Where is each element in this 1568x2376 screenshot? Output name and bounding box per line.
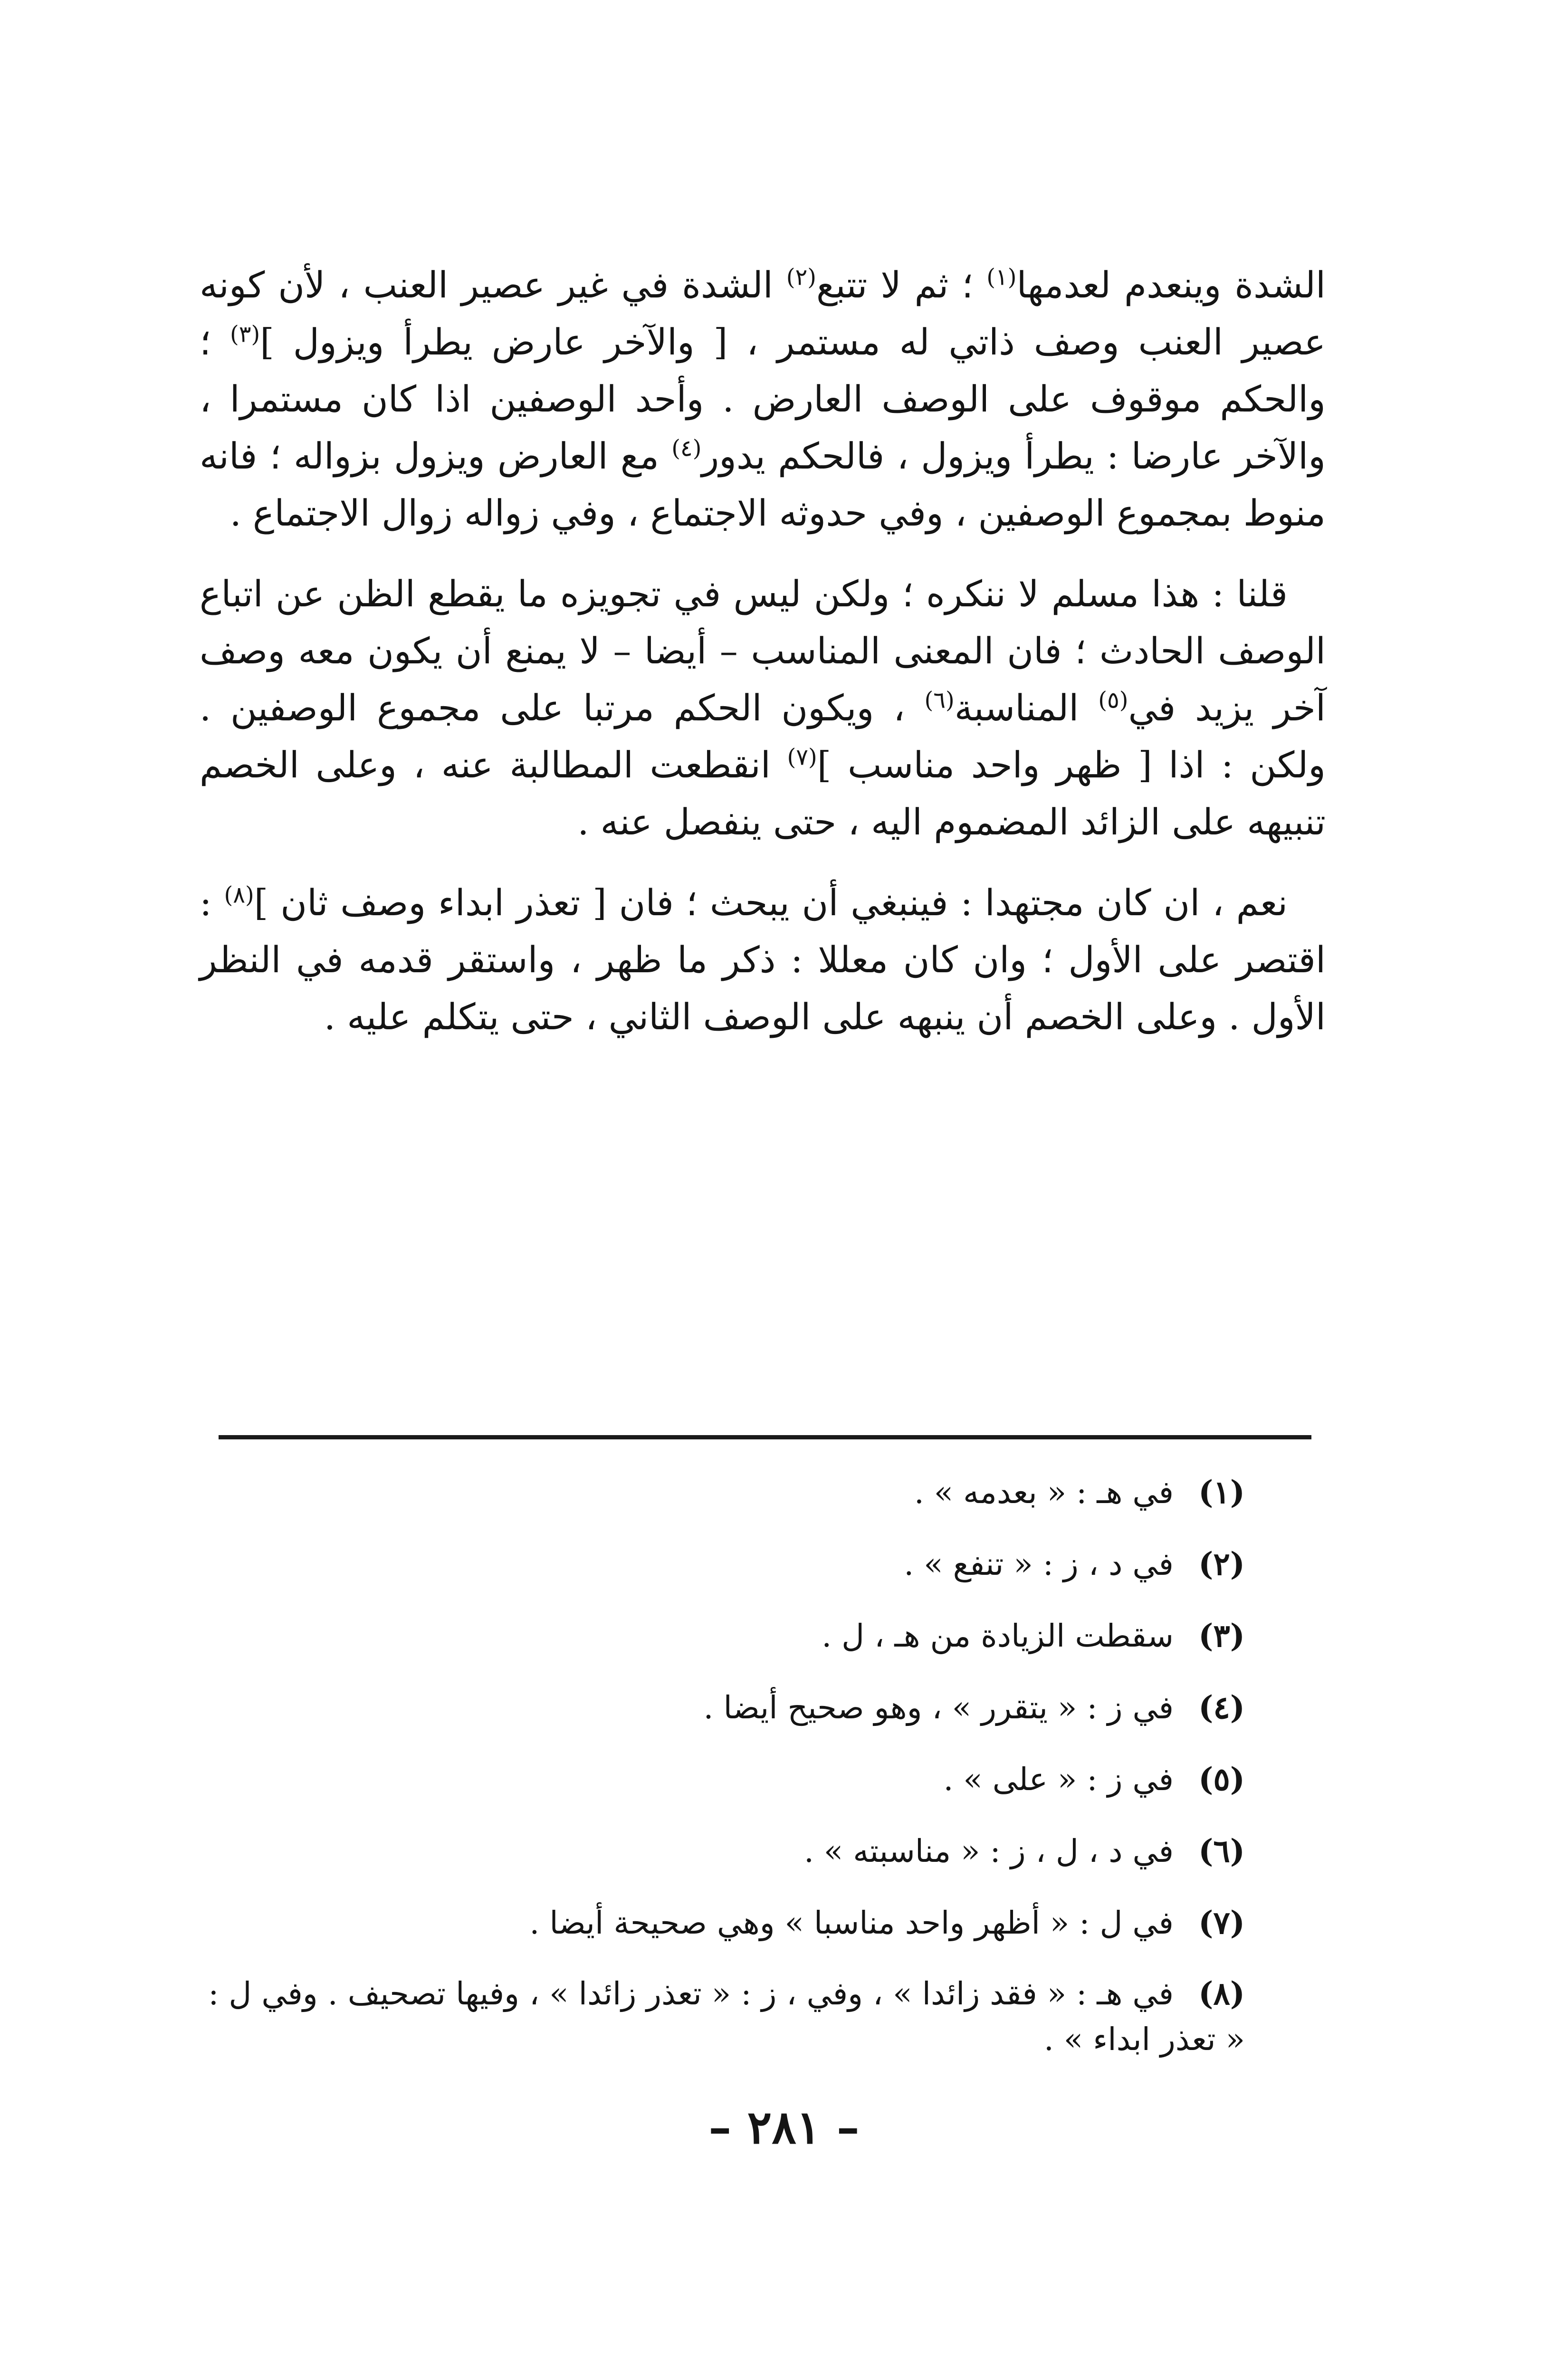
text-span: ؛ والحكم موقوف على الوصف العارض . وأحد الوصفين اذا كان مستمرا ، والآخر عارضا : يطرأ ويزول ، فالحكم يدور: [200, 321, 1326, 477]
paragraph-1: [200, 257, 1326, 542]
footnote-text: في د ، ل ، ز : « مناسبته » .: [803, 1833, 1174, 1869]
footnote-ref-6[interactable]: (٦): [924, 687, 955, 714]
footnote-ref-1[interactable]: (١): [986, 264, 1017, 291]
footnote-number: (٨): [1198, 1975, 1245, 2012]
footnotes: [200, 1468, 1245, 2086]
text-span: قلنا : هذا مسلم لا ننكره ؛ ولكن ليس في تجويزه ما يقطع الظن عن اتباع الوصف الحادث ؛ فان المعنى المناسب – أيضا – لا يمنع أن يكون معه وصف آخر يزيد في: [200, 573, 1326, 729]
footnote-text: في هـ : « فقد زائدا » ، وفي ، ز : « تعذر زائدا » ، وفيها تصحيف . وفي ل : « تعذر ابداء » .: [208, 1975, 1245, 2058]
footnote-number: (٧): [1198, 1904, 1245, 1941]
paragraph-3: [200, 874, 1326, 1045]
page-number: – ٢٨١ –: [708, 2100, 860, 2154]
footnote-2: [200, 1540, 1245, 1588]
footnote-text: في د ، ز : « تنفع » .: [904, 1546, 1174, 1582]
footnote-text: في ز : « يتقرر » ، وهو صحيح أيضا .: [703, 1689, 1174, 1726]
footnote-text: في هـ : « بعدمه » .: [914, 1474, 1174, 1511]
footnote-number: (٦): [1198, 1832, 1245, 1869]
footnote-ref-8[interactable]: (٨): [224, 881, 254, 909]
footnote-number: (٥): [1198, 1761, 1245, 1798]
text-span: الشدة في غير عصير العنب ، لأن كونه عصير العنب وصف ذاتي له مستمر ، [ والآخر عارض يطرأ ويزول ]: [200, 264, 1326, 363]
footnote-number: (١): [1198, 1474, 1245, 1511]
text-span: : اقتصر على الأول ؛ وان كان معللا : ذكر ما ظهر ، واستقر قدمه في النظر الأول . وعلى الخصم أن ينبهه على الوصف الثاني ، حتى يتكلم عليه .: [200, 881, 1326, 1038]
text-span: الشدة وينعدم لعدمها: [1016, 264, 1326, 306]
footnote-number: (٢): [1198, 1545, 1245, 1582]
footnote-number: (٤): [1198, 1689, 1245, 1726]
footnote-1: [200, 1468, 1245, 1516]
footnote-separator: [219, 1435, 1311, 1439]
footnote-ref-4[interactable]: (٤): [671, 435, 702, 462]
text-span: ، ويكون الحكم مرتبا على مجموع الوصفين . ولكن : اذا [ ظهر واحد مناسب ]: [200, 687, 1326, 786]
footnote-text: سقطت الزيادة من هـ ، ل .: [822, 1618, 1174, 1654]
paragraph-2: [200, 565, 1326, 851]
text-span: انقطعت المطالبة عنه ، وعلى الخصم تنبيهه على الزائد المضموم اليه ، حتى ينفصل عنه .: [200, 744, 1326, 843]
footnote-8: [200, 1971, 1245, 2062]
footnote-4: [200, 1684, 1245, 1732]
footnote-ref-2[interactable]: (٢): [786, 264, 816, 291]
footnote-number: (٣): [1198, 1617, 1245, 1654]
text-span: ؛ ثم لا تتبع: [816, 264, 987, 306]
text-span: المناسبة: [954, 687, 1099, 729]
footnote-text: في ز : « على » .: [943, 1761, 1174, 1798]
footnote-ref-3[interactable]: (٣): [230, 321, 260, 348]
footnote-ref-7[interactable]: (٧): [787, 744, 817, 771]
footnote-7: [200, 1899, 1245, 1947]
footnote-6: [200, 1827, 1245, 1875]
footnote-ref-5[interactable]: (٥): [1098, 687, 1128, 714]
main-text: [200, 257, 1326, 1069]
footnote-text: في ل : « أظهر واحد مناسبا » وهي صحيحة أيضا .: [529, 1905, 1174, 1941]
footnote-3: [200, 1612, 1245, 1660]
footnote-5: [200, 1755, 1245, 1803]
text-span: مع العارض ويزول بزواله ؛ فانه منوط بمجموع الوصفين ، وفي حدوثه الاجتماع ، وفي زواله زوال الاجتماع .: [200, 435, 1326, 534]
text-span: نعم ، ان كان مجتهدا : فينبغي أن يبحث ؛ فان [ تعذر ابداء وصف ثان ]: [254, 881, 1288, 924]
